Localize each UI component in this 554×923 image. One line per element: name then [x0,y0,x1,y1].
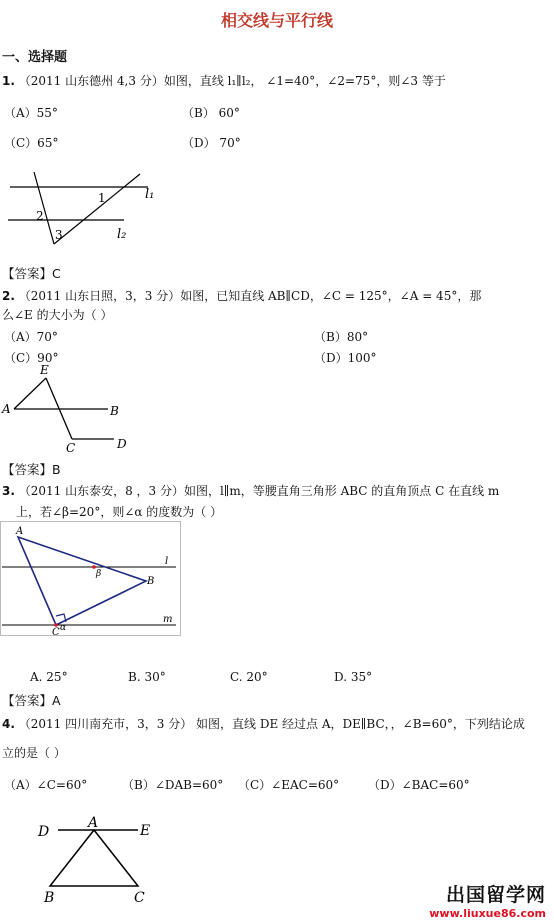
label-l: l [165,556,169,567]
option-d: （D）∠BAC=60° [368,778,470,792]
watermark-url: www.liuxue86.com [429,907,546,920]
label-c: C [66,441,76,454]
question-3-line2: 上，若∠β=20°，则∠α 的度数为（ ） [16,505,223,519]
option-b: （B）80° [314,330,369,344]
question-text: （2011 山东日照，3，3 分）如图，已知直线 AB∥CD，∠C = 125°，∠A = 45°，那 [18,289,482,303]
option-b: B. 30° [128,670,166,684]
label-b: B [147,576,155,587]
question-3 [2,482,499,499]
label-d: D [38,824,50,840]
answer-2: 【答案】B [2,462,61,477]
watermark-name: 出国留学网 [445,884,546,906]
question-2 [2,287,481,304]
label-m: m [163,614,173,625]
label-alpha: α [60,623,67,633]
answer-1: 【答案】C [2,266,61,281]
option-d: （D）100° [314,351,377,365]
question-text: （2011 山东泰安，8 ，3 分）如图，l∥m，等腰直角三角形 ABC 的直角顶点 C 在直线 m [18,484,500,498]
label-b: B [44,890,55,906]
question-4-line2: 立的是（ ） [2,746,66,760]
option-b: （B） 60° [182,106,240,120]
angle-3-label: 3 [55,228,63,242]
option-a: （A）∠C=60° [4,778,88,792]
watermark [429,880,546,920]
figure-q1 [0,162,170,254]
label-a: A [16,526,24,537]
question-2-line2: 么∠E 的大小为（ ） [2,308,113,322]
question-number: 3. [2,484,15,498]
label-c: C [52,627,60,637]
question-number: 2. [2,289,15,303]
label-e: E [40,364,49,377]
section-heading: 一、选择题 [2,50,68,65]
option-a: （A）55° [4,106,58,120]
figure-q4 [30,816,160,908]
question-4 [2,715,525,732]
question-1 [2,72,446,89]
label-e: E [140,823,151,839]
question-text: （2011 四川南充市，3，3 分） 如图，直线 DE 经过点 A，DE∥BC，，∠B=60°，下列结论成 [18,717,525,731]
label-b: B [110,404,119,418]
question-number: 4. [2,717,15,731]
option-b: （B）∠DAB=60° [122,778,224,792]
label-l1: l₁ [145,187,155,202]
figure-q2 [0,364,140,454]
option-a: （A）70° [4,330,58,344]
label-l2: l₂ [117,227,127,242]
option-d: （D） 70° [182,136,241,150]
label-c: C [134,890,145,906]
option-c: （C）∠EAC=60° [238,778,340,792]
label-d: D [117,437,127,451]
angle-2-label: 2 [36,209,44,223]
page-title: 相交线与平行线 [220,11,333,30]
triangle-abc [50,830,138,886]
option-c: （C）90° [4,351,59,365]
option-d: D. 35° [334,670,373,684]
option-c: C. 20° [230,670,268,684]
figure-q3 [0,521,182,637]
angle-1-label: 1 [98,191,106,205]
transversal-1 [34,172,54,244]
label-beta: β [96,569,102,579]
option-c: （C）65° [4,136,59,150]
question-text: （2011 山东德州 4,3 分）如图，直线 l₁∥l₂， ∠1=40°，∠2=75°，则∠3 等于 [18,74,446,88]
label-a: A [2,402,11,416]
question-number: 1. [2,74,15,88]
answer-3: 【答案】A [2,693,61,708]
segment-ae [14,378,46,409]
option-a: A. 25° [30,670,68,684]
transversal-2 [54,174,140,244]
label-a: A [88,816,99,831]
